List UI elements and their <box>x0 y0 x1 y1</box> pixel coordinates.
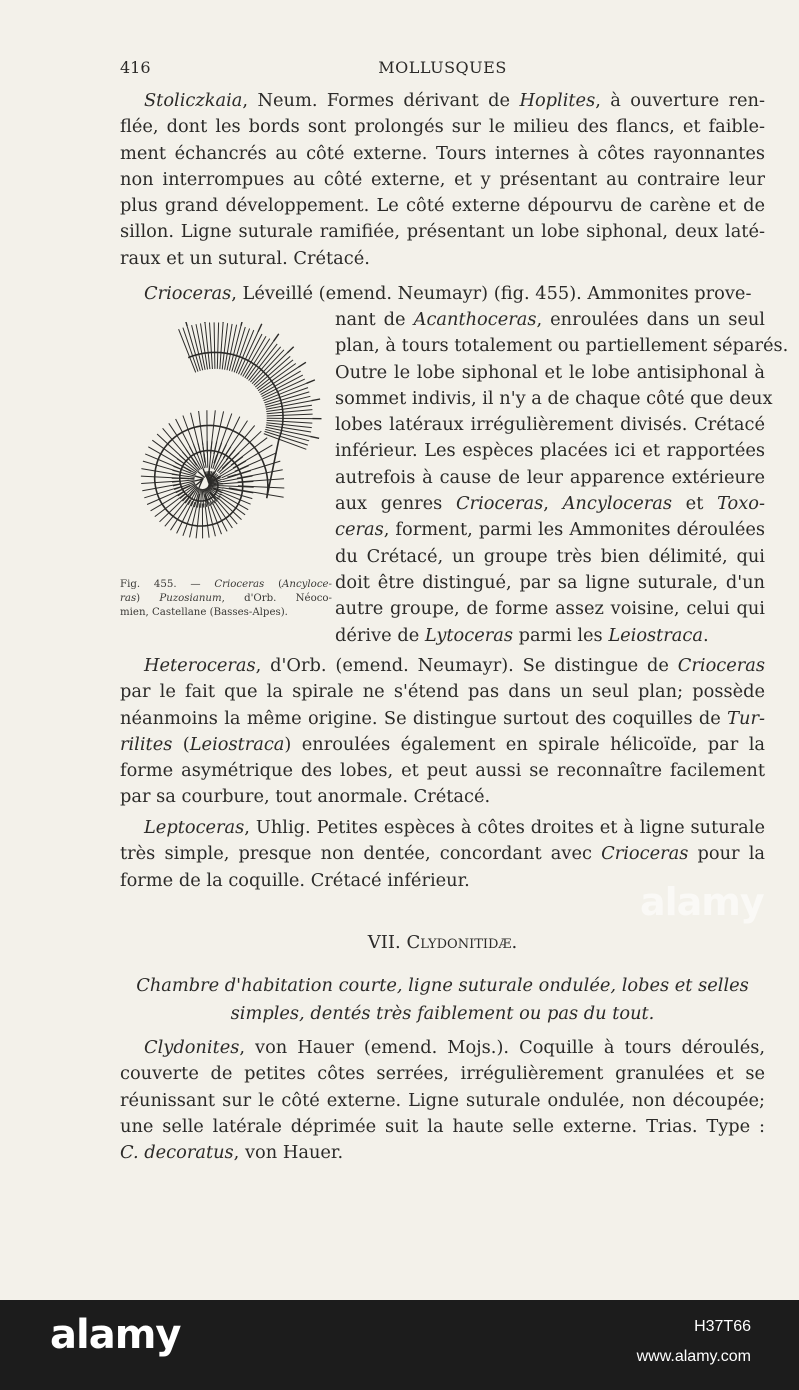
p4-line <box>120 841 765 867</box>
p5-line <box>120 1140 765 1166</box>
italic-term: Tur- <box>727 707 765 729</box>
rib-stroke <box>183 416 198 456</box>
p1-line <box>120 193 765 219</box>
p2-wrap-line <box>335 360 765 386</box>
rib-stroke <box>205 323 210 369</box>
italic-term: ceras <box>335 519 384 541</box>
p5-line <box>120 1114 765 1140</box>
p5-line <box>120 1035 765 1061</box>
p1-line <box>120 246 765 272</box>
spine-stroke <box>287 347 294 353</box>
p3-line <box>120 784 765 810</box>
text-run: plus grand développement. Le côté externe dépourvu de carène et de <box>120 195 765 217</box>
text-run: ( <box>264 579 283 590</box>
text-run: aux genres <box>335 493 456 515</box>
spine-stroke <box>185 322 188 326</box>
figure-caption <box>120 578 332 620</box>
p1-line <box>120 167 765 193</box>
text-run: forme de la coquille. Crétacé inférieur. <box>120 869 470 891</box>
section-name: Clydonitidæ. <box>406 932 518 953</box>
rib-stroke <box>160 496 187 522</box>
caption-line <box>120 606 332 620</box>
stock-footer-bar <box>0 1300 799 1390</box>
spine-stroke <box>310 436 319 438</box>
text-run: plan, à tours totalement ou partiellement séparés. <box>335 335 789 357</box>
rib-stroke <box>229 431 262 462</box>
italic-term: Clydonites <box>144 1037 240 1058</box>
italic-term: Crioceras <box>214 579 265 590</box>
text-run: ( <box>172 733 190 755</box>
spine-stroke <box>204 453 205 462</box>
alamy-logo: alamy <box>50 1312 181 1358</box>
p3-line <box>120 758 765 784</box>
text-run: sillon. Ligne suturale ramifiée, présentant un lobe siphonal, deux laté- <box>120 221 765 243</box>
text-run: raux et un sutural. Crétacé. <box>120 247 370 269</box>
alamy-watermark: alamy <box>640 880 764 924</box>
crioceras-figure <box>120 322 330 572</box>
spine-stroke <box>298 362 306 367</box>
rib-stroke <box>183 328 198 372</box>
p2-wrap-line <box>335 465 765 491</box>
text-run: , à ouverture ren- <box>595 90 765 111</box>
section-description <box>120 972 765 1028</box>
italic-term: rilites <box>120 733 173 755</box>
p1-line <box>120 141 765 167</box>
text-run: une selle latérale déprimée suit la haute selle externe. Trias. Type : <box>120 1115 765 1137</box>
text-run: doit être distingué, par sa ligne suturale, d'un <box>335 571 765 593</box>
text-run: couverte de petites côtes serrées, irrégulièrement granulées et se <box>120 1063 765 1085</box>
italic-term: Acanthoceras <box>413 309 537 330</box>
p2-wrap-line <box>335 307 765 333</box>
p3-line <box>120 706 765 732</box>
p1-line <box>120 114 765 140</box>
text-run: , Neum. Formes dérivant de <box>242 90 520 111</box>
spine-stroke <box>258 324 262 332</box>
p5-line <box>120 1088 765 1114</box>
coil-centerline <box>155 352 283 526</box>
italic-term: Hoplites <box>519 90 596 111</box>
text-run: mien, Castellane (Basses-Alpes). <box>120 607 288 618</box>
italic-term: ras <box>120 593 137 604</box>
text-run: , d'Orb. (emend. Neumayr). Se distingue de <box>255 655 678 676</box>
rib-stroke <box>223 488 254 493</box>
italic-term: Toxo- <box>717 493 765 515</box>
italic-term: Stoliczkaia <box>144 90 243 111</box>
paragraph-heteroceras <box>120 653 765 811</box>
rib-stroke <box>264 434 307 450</box>
italic-term: Crioceras <box>601 843 689 865</box>
text-run: Outre le lobe siphonal et le lobe antisiphonal à <box>335 361 765 383</box>
rib-stroke <box>157 434 187 462</box>
italic-term: Crioceras <box>456 493 544 515</box>
spine-stroke <box>180 478 189 479</box>
rib-stroke <box>141 476 180 478</box>
p2-wrap-line <box>335 412 765 438</box>
text-run: , Uhlig. Petites espèces à côtes droites et à ligne suturale <box>244 817 765 838</box>
spine-stroke <box>214 455 217 464</box>
text-run: , Léveillé (emend. Neumayr) (fig. 455). Ammonites prove- <box>231 283 752 304</box>
text-run: néanmoins la même origine. Se distingue surtout des coquilles de <box>120 707 728 729</box>
spine-stroke <box>204 322 205 323</box>
text-run: . <box>702 624 709 646</box>
p2-wrap-line <box>335 333 789 359</box>
paragraph-crioceras-wrapped <box>335 307 789 649</box>
p5-line <box>120 1061 765 1087</box>
spine-stroke <box>223 322 224 323</box>
text-run: ment échancrés au côté externe. Tours internes à côtes rayonnantes <box>120 142 765 164</box>
p2-wrap-line <box>335 570 765 596</box>
rib-stroke <box>267 414 313 416</box>
spine-stroke <box>274 334 279 341</box>
rib-stroke <box>223 476 253 482</box>
rib-stroke <box>237 470 283 479</box>
p2-wrap-line <box>335 596 765 622</box>
rib-stroke <box>179 329 196 372</box>
rib-stroke <box>238 479 284 482</box>
rib-stroke <box>267 420 313 423</box>
text-run: autrefois à cause de leur apparence extérieure <box>335 466 765 488</box>
rib-stroke <box>217 323 218 369</box>
rib-stroke <box>214 322 215 369</box>
text-run: pour la <box>688 843 765 865</box>
text-run: par sa courbure, tout anormale. Crétacé. <box>120 786 491 808</box>
crioceras-ammonite-illustration <box>141 322 322 538</box>
p2-wrap-line <box>335 386 773 412</box>
caption-line <box>120 578 332 592</box>
italic-term: Ancyloceras <box>562 493 672 515</box>
italic-term: C. decoratus <box>120 1142 234 1164</box>
text-run: ) enroulées également en spirale hélicoïde, par la <box>284 733 766 755</box>
p1-line <box>120 88 765 114</box>
text-run: dérive de <box>335 624 425 646</box>
rib-stroke <box>210 323 213 370</box>
site-url: www.alamy.com <box>636 1348 751 1365</box>
text-run: , d'Orb. Néoco- <box>221 593 332 604</box>
rib-stroke <box>234 329 250 373</box>
caption-line <box>120 592 332 606</box>
italic-term: Leptoceras <box>144 817 245 838</box>
rib-stroke <box>214 411 224 454</box>
page-header <box>120 58 765 84</box>
text-run: , forment, parmi les Ammonites déroulées <box>383 519 765 541</box>
text-run: inférieur. Les espèces placées ici et rapportées <box>335 440 765 462</box>
text-run: sommet indivis, il n'y a de chaque côté que deux <box>335 387 773 409</box>
rib-stroke <box>183 502 195 536</box>
text-run: , von Hauer. <box>233 1142 344 1164</box>
rib-stroke <box>190 503 198 538</box>
p4-line <box>120 815 765 841</box>
p2-wrap-line <box>335 517 765 543</box>
italic-term: Ancyloce- <box>282 579 332 590</box>
italic-term: Leiostraca <box>189 733 285 755</box>
text-run: parmi les <box>512 624 609 646</box>
italic-term: Heteroceras <box>144 655 256 676</box>
text-run: non interrompues au côté externe, et y présentant au contraire leur <box>120 168 765 190</box>
text-run: par le fait que la spirale ne s'étend pas dans un seul plan; possède <box>120 681 765 703</box>
rib-stroke <box>201 489 202 508</box>
section-numeral: VII. <box>367 932 407 953</box>
spine-stroke <box>195 476 204 478</box>
rib-stroke <box>266 423 311 428</box>
p3-line <box>120 653 765 679</box>
text-run: forme asymétrique des lobes, et peut aussi se reconnaître facilement <box>120 760 765 782</box>
text-run: Fig. 455. — <box>120 579 215 590</box>
text-run: , enroulées dans un seul <box>536 309 765 330</box>
p2-wrap-line <box>335 623 765 649</box>
running-title: MOLLUSQUES <box>378 58 507 77</box>
p3-line <box>120 732 765 758</box>
spine-stroke <box>307 380 315 383</box>
image-id: H37T66 <box>694 1318 751 1335</box>
p2-wrap-line <box>335 438 765 464</box>
page-number: 416 <box>120 58 151 77</box>
text-run: flée, dont les bords sont prolongés sur le milieu des flancs, et faible- <box>120 116 765 138</box>
text-run: ) <box>136 593 160 604</box>
p2-wrap-line <box>335 544 765 570</box>
paragraph-clydonites <box>120 1035 765 1166</box>
text-run: , von Hauer (emend. Mojs.). Coquille à tours déroulés, <box>239 1037 765 1058</box>
spine-stroke <box>241 322 243 326</box>
text-run: très simple, presque non dentée, concordant avec <box>120 843 602 865</box>
text-run: autre groupe, de forme assez voisine, celui qui <box>335 598 765 620</box>
italic-term: Crioceras <box>144 283 232 304</box>
italic-term: Lytoceras <box>424 624 513 646</box>
p3-line <box>120 679 765 705</box>
text-run: lobes latéraux irrégulièrement divisés. Crétacé <box>335 414 765 436</box>
italic-term: Leiostraca <box>608 624 703 646</box>
rib-stroke <box>196 503 200 538</box>
paragraph-stoliczkaia <box>120 88 765 272</box>
rib-stroke <box>211 410 216 453</box>
section-heading <box>120 932 765 953</box>
section-description-line-2: simples, dentés très faiblement ou pas du tout. <box>230 1003 655 1024</box>
italic-term: Crioceras <box>677 655 765 676</box>
text-run: , <box>543 493 563 515</box>
text-run: réunissant sur le côté externe. Ligne suturale ondulée, non découpée; <box>120 1089 765 1111</box>
p2-wrap-line <box>335 491 765 517</box>
text-run: du Crétacé, un groupe très bien délimité, qui <box>335 545 765 567</box>
spine-stroke <box>311 399 320 401</box>
text-run: nant de <box>335 309 414 330</box>
p1-line <box>120 219 765 245</box>
rib-stroke <box>141 469 180 476</box>
p2-first-line <box>120 281 765 307</box>
section-description-line-1: Chambre d'habitation courte, ligne suturale ondulée, lobes et selles <box>136 975 749 996</box>
text-run: et <box>671 493 718 515</box>
paragraph-crioceras-first-line <box>120 281 765 307</box>
italic-term: Puzosianum <box>159 593 222 604</box>
